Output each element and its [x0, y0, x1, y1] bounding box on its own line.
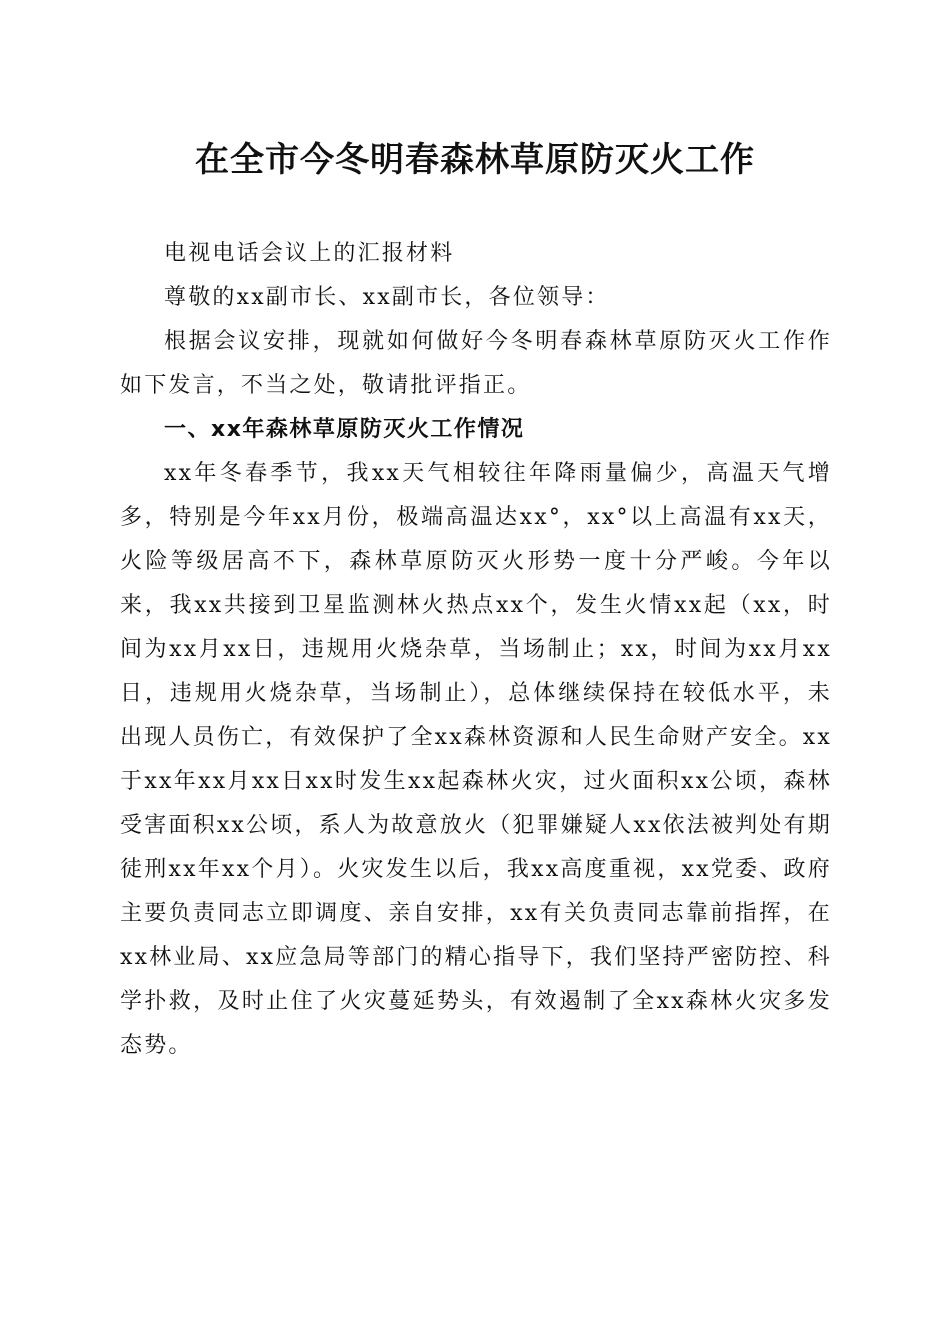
- section-body-paragraph: xx年冬春季节，我xx天气相较往年降雨量偏少，高温天气增多，特别是今年xx月份，极端高温达xx°，xx°以上高温有xx天，火险等级居高不下，森林草原防灭火形势一度十分严峻。今年以来，我xx共接到卫星监测林火热点xx个，发生火情xx起（xx，时间为xx月xx日，违规用火烧杂草，当场制止；xx，时间为xx月xx日，违规用火烧杂草，当场制止），总体继续保持在较低水平，未出现人员伤亡，有效保护了全xx森林资源和人民生命财产安全。xx于xx年xx月xx日xx时发生xx起森林火灾，过火面积xx公顷，森林受害面积xx公顷，系人为故意放火（犯罪嫌疑人xx依法被判处有期徒刑xx年xx个月）。火灾发生以后，我xx高度重视，xx党委、政府主要负责同志立即调度、亲自安排，xx有关负责同志靠前指挥，在xx林业局、xx应急局等部门的精心指导下，我们坚持严密防控、科学扑救，及时止住了火灾蔓延势头，有效遏制了全xx森林火灾多发态势。: [120, 461, 832, 1058]
- document-title: 在全市今冬明春森林草原防灭火工作: [195, 140, 755, 180]
- section-heading: 一、xx年森林草原防灭火工作情况: [164, 417, 525, 442]
- salutation-paragraph: 尊敬的xx副市长、xx副市长，各位领导：: [164, 285, 610, 310]
- subtitle-paragraph: 电视电话会议上的汇报材料: [164, 241, 455, 266]
- document-body: [120, 232, 832, 1068]
- intro-paragraph: 根据会议安排，现就如何做好今冬明春森林草原防灭火工作作如下发言，不当之处，敬请批评指正。: [120, 329, 832, 398]
